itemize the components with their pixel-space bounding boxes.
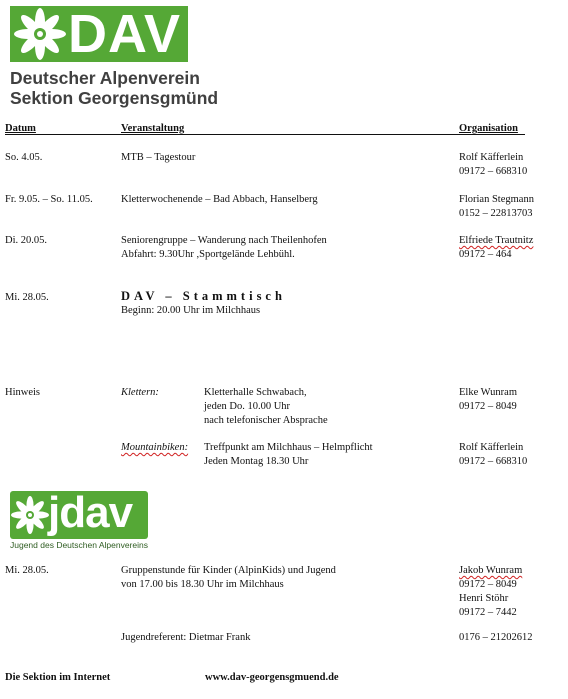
edelweiss-icon — [12, 6, 68, 62]
jdav-logo-box — [10, 488, 148, 539]
youth-date: Mi. 28.05. — [5, 565, 49, 576]
footer-url[interactable]: www.dav-georgensgmuend.de — [205, 672, 339, 683]
event-seniors-contact: Elfriede Trautnitz — [459, 235, 534, 246]
jdav-logo-subtitle: Jugend des Deutschen Alpenvereins — [10, 540, 148, 550]
hint-mtb-line1: Treffpunkt am Milchhaus – Helmpflicht — [204, 442, 373, 453]
event-seniors-date: Di. 20.05. — [5, 235, 47, 246]
event-stammtisch-title: DAV – Stammtisch — [121, 289, 286, 303]
edelweiss-icon — [10, 492, 50, 538]
event-mtb-phone: 09172 – 668310 — [459, 166, 528, 177]
hint-climbing-label: Klettern: — [121, 387, 159, 398]
hint-climbing-line2: jeden Do. 10.00 Uhr — [204, 401, 291, 412]
youth-phone2: 09172 – 7442 — [459, 607, 517, 618]
youth-line2: von 17.00 bis 18.30 Uhr im Milchhaus — [121, 579, 284, 590]
hint-mtb-line2: Jeden Montag 18.30 Uhr — [204, 456, 309, 467]
event-climb-title: Kletterwochenende – Bad Abbach, Hanselberg — [121, 194, 318, 205]
youth-contact2: Henri Stöhr — [459, 593, 509, 604]
youth-phone1: 09172 – 8049 — [459, 579, 517, 590]
dav-logo-line1: Deutscher Alpenverein — [10, 68, 200, 88]
header-date: Datum — [5, 123, 36, 134]
header-rule — [5, 134, 525, 135]
hint-label: Hinweis — [5, 387, 40, 398]
hint-climbing-phone: 09172 – 8049 — [459, 401, 517, 412]
event-climb-contact: Florian Stegmann — [459, 194, 534, 205]
header-event: Veranstaltung — [121, 123, 185, 134]
dav-logo-letters: DAV — [68, 4, 182, 64]
hint-climbing-line3: nach telefonischer Absprache — [204, 415, 328, 426]
jdav-logo — [10, 488, 150, 551]
event-seniors-detail: Abfahrt: 9.30Uhr ,Sportgelände Lehbühl. — [121, 249, 295, 260]
hint-mtb-label: Mountainbiken: — [121, 442, 189, 453]
hint-climbing-contact: Elke Wunram — [459, 387, 517, 398]
dav-logo-line2: Sektion Georgensgmünd — [10, 88, 219, 108]
hint-mtb-phone: 09172 – 668310 — [459, 456, 528, 467]
dav-logo — [10, 4, 219, 108]
youth-line1: Gruppenstunde für Kinder (AlpinKids) und Jugend — [121, 565, 336, 576]
footer-label: Die Sektion im Internet — [5, 672, 111, 683]
header-org: Organisation — [459, 123, 518, 134]
dav-logo-box — [10, 6, 188, 62]
youth-referent: Jugendreferent: Dietmar Frank — [121, 632, 251, 643]
event-seniors-title: Seniorengruppe – Wanderung nach Theilenhofen — [121, 235, 327, 246]
hint-climbing-line1: Kletterhalle Schwabach, — [204, 387, 307, 398]
event-climb-phone: 0152 – 22813703 — [459, 208, 533, 219]
jdav-logo-letters: jdav — [48, 488, 133, 537]
event-mtb-contact: Rolf Käfferlein — [459, 152, 524, 163]
youth-referent-phone: 0176 – 21202612 — [459, 632, 533, 643]
youth-contact1: Jakob Wunram — [459, 565, 523, 576]
event-mtb-title: MTB – Tagestour — [121, 152, 196, 163]
event-stammtisch-detail: Beginn: 20.00 Uhr im Milchhaus — [121, 305, 261, 316]
event-climb-date: Fr. 9.05. – So. 11.05. — [5, 194, 93, 205]
hint-mtb-contact: Rolf Käfferlein — [459, 442, 524, 453]
event-mtb-date: So. 4.05. — [5, 152, 43, 163]
event-seniors-phone: 09172 – 464 — [459, 249, 512, 260]
event-stammtisch-date: Mi. 28.05. — [5, 292, 49, 303]
